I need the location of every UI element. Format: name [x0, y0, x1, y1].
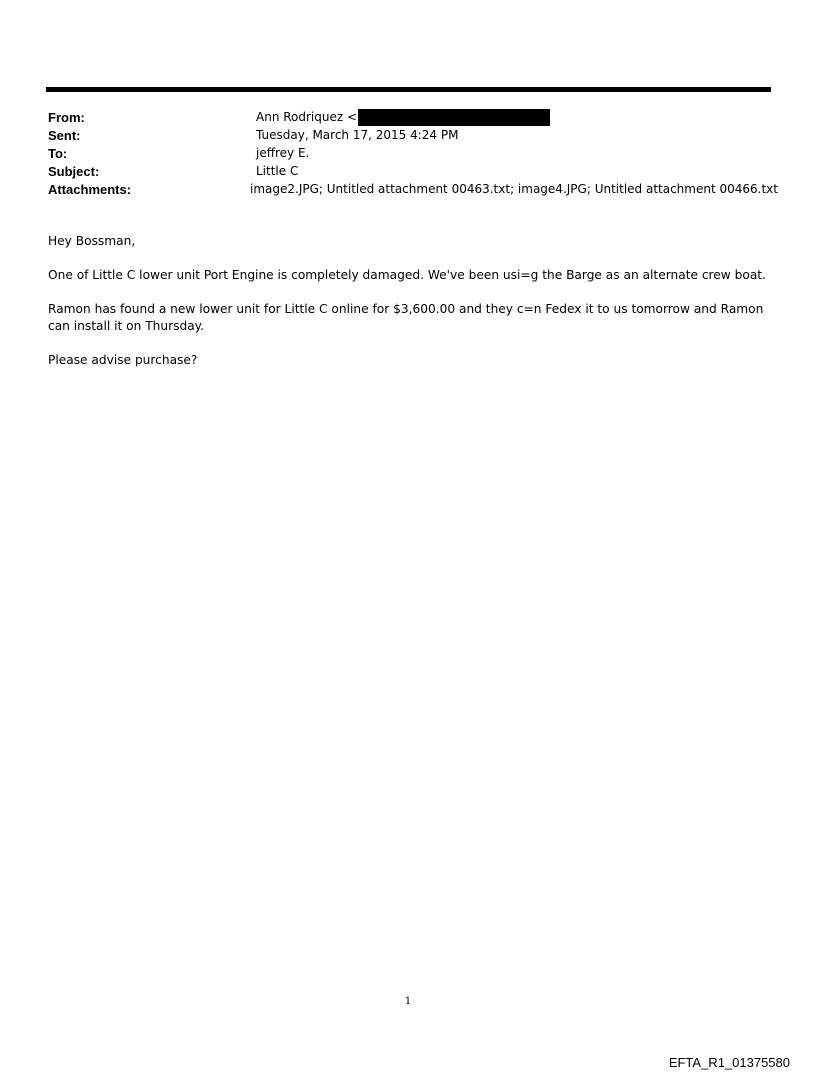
page-number: 1 [404, 996, 412, 1007]
from-label: From: [48, 109, 85, 125]
body-paragraph: One of Little C lower unit Port Engine is completely damaged. We've been usi=g the Barge as an alternate crew boat. [48, 268, 766, 282]
sender-name: Ann Rodriquez < [256, 110, 358, 124]
body-paragraph: Ramon has found a new lower unit for Little C online for $3,600.00 and they c=n Fedex it to us tomorrow and Ramon can install it on Thursday. [48, 302, 764, 333]
bates-number: EFTA_R1_01375580 [668, 1055, 790, 1070]
subject-value: Little C [256, 164, 299, 178]
to-value: jeffrey E. [256, 146, 310, 160]
header-row-subject [48, 162, 778, 180]
header-row-attachments [48, 180, 778, 198]
header-row-to [48, 144, 778, 162]
email-body [48, 233, 773, 386]
redaction-block [358, 109, 550, 126]
header-row-sent [48, 126, 778, 144]
attachments-value: image2.JPG; Untitled attachment 00463.txt; image4.JPG; Untitled attachment 00466.txt [250, 182, 778, 196]
subject-label: Subject: [48, 163, 100, 179]
header-row-from [48, 108, 778, 126]
closing-question: Please advise purchase? [48, 353, 198, 367]
email-header [48, 108, 778, 198]
sent-label: Sent: [48, 127, 81, 143]
header-divider [46, 87, 771, 92]
greeting: Hey Bossman, [48, 234, 136, 248]
from-value [256, 109, 550, 126]
attachments-label: Attachments: [48, 181, 132, 197]
sent-value: Tuesday, March 17, 2015 4:24 PM [256, 128, 459, 142]
to-label: To: [48, 145, 68, 161]
